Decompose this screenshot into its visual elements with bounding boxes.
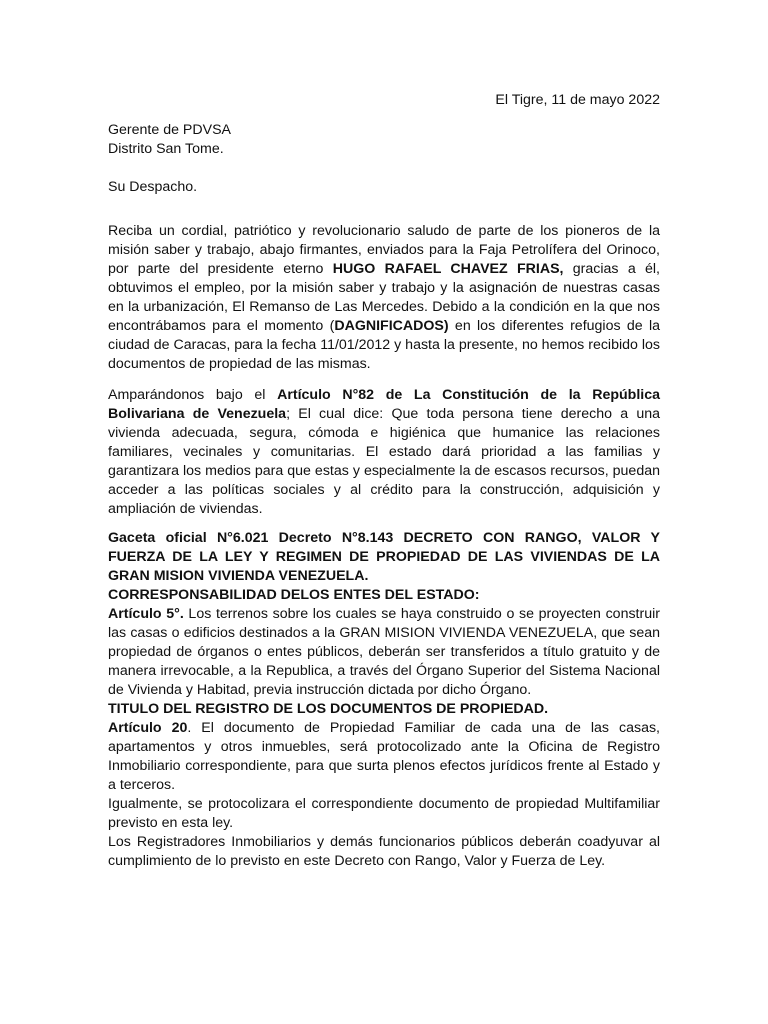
articulo-5-label: Artículo 5°. [108,606,184,622]
articulo-5-paragraph [108,605,660,700]
articulo-20-label: Artículo 20 [108,720,188,736]
articulo-20-paragraph [108,719,660,795]
gaceta-heading: Gaceta oficial N°6.021 Decreto N°8.143 DECRETO CON RANGO, VALOR Y FUERZA DE LA LEY Y REGIMEN DE PROPIEDAD DE LAS VIVIENDAS DE LA GRAN MISION VIVIENDA VENEZUELA. [108,530,660,584]
salutation: Su Despacho. [108,179,198,195]
constitution-text-2: ; El cual dice: Que toda persona tiene derecho a una vivienda adecuada, segura, cómoda e higiénica que humanice las relaciones familiares, vecinales y comunitarias. El estado dará prioridad a las familias y garantizara los medios para que estas y especialmente la de escasos recursos, puedan acceder a las políticas sociales y al crédito para la construcción, adquisición y ampliación de viviendas. [108,406,660,517]
intro-paragraph [108,222,660,374]
articulo-20-text: . El documento de Propiedad Familiar de cada una de las casas, apartamentos y otros inmuebles, será protocolizado ante la Oficina de Registro Inmobiliario correspondiente, para que surta plenos efectos jurídicos frente al Estado y a terceros. [108,720,660,793]
constitution-paragraph [108,386,660,519]
intro-text-3: en los diferentes refugios de la ciudad de Caracas, para la fecha 11/01/2012 y hasta la presente, no hemos recibido los documentos de propiedad de las mismas. [108,318,660,372]
intro-bold-name: HUGO RAFAEL CHAVEZ FRIAS, [332,261,564,277]
recipient-line-2: Distrito San Tome. [108,141,224,157]
intro-text-1: Reciba un cordial, patriótico y revolucionario saludo de parte de los pioneros de la misión saber y trabajo, abajo firmantes, enviados para la Faja Petrolífera del Orinoco, por parte del presidente eterno [108,223,660,277]
titulo-heading: TITULO DEL REGISTRO DE LOS DOCUMENTOS DE PROPIEDAD. [108,701,549,717]
intro-bold-dagnificados: DAGNIFICADOS) [334,318,449,334]
recipient-line-1: Gerente de PDVSA [108,122,232,138]
igualmente-paragraph: Igualmente, se protocolizara el correspondiente documento de propiedad Multifamiliar previsto en esta ley. [108,796,660,831]
constitution-text-1: Amparándonos bajo el [108,387,278,403]
registradores-paragraph: Los Registradores Inmobiliarios y demás funcionarios públicos deberán coadyuvar al cumplimiento de lo previsto en este Decreto con Rango, Valor y Fuerza de Ley. [108,834,660,869]
intro-text-2: gracias a él, obtuvimos el empleo, por la misión saber y trabajo y la asignación de nuestras casas en la urbanización, El Remanso de Las Mercedes. Debido a la condición en la que nos encontrábamos para el momento ( [108,261,660,334]
constitution-bold-article: Artículo N°82 de La Constitución de la República Bolivariana de Venezuela [108,387,660,422]
corresponsabilidad-heading: CORRESPONSABILIDAD DELOS ENTES DEL ESTADO: [108,587,480,603]
date-line: El Tigre, 11 de mayo 2022 [495,92,660,108]
articulo-5-text: Los terrenos sobre los cuales se haya construido o se proyecten construir las casas o edificios destinados a la GRAN MISION VIVIENDA VENEZUELA, que sean propiedad de órganos o entes públicos, deberán ser transferidos a título gratuito y de manera irrevocable, a la Republica, a través del Órgano Superior del Sistema Nacional de Vivienda y Habitad, previa instrucción dictada por dicho Órgano. [108,606,660,698]
